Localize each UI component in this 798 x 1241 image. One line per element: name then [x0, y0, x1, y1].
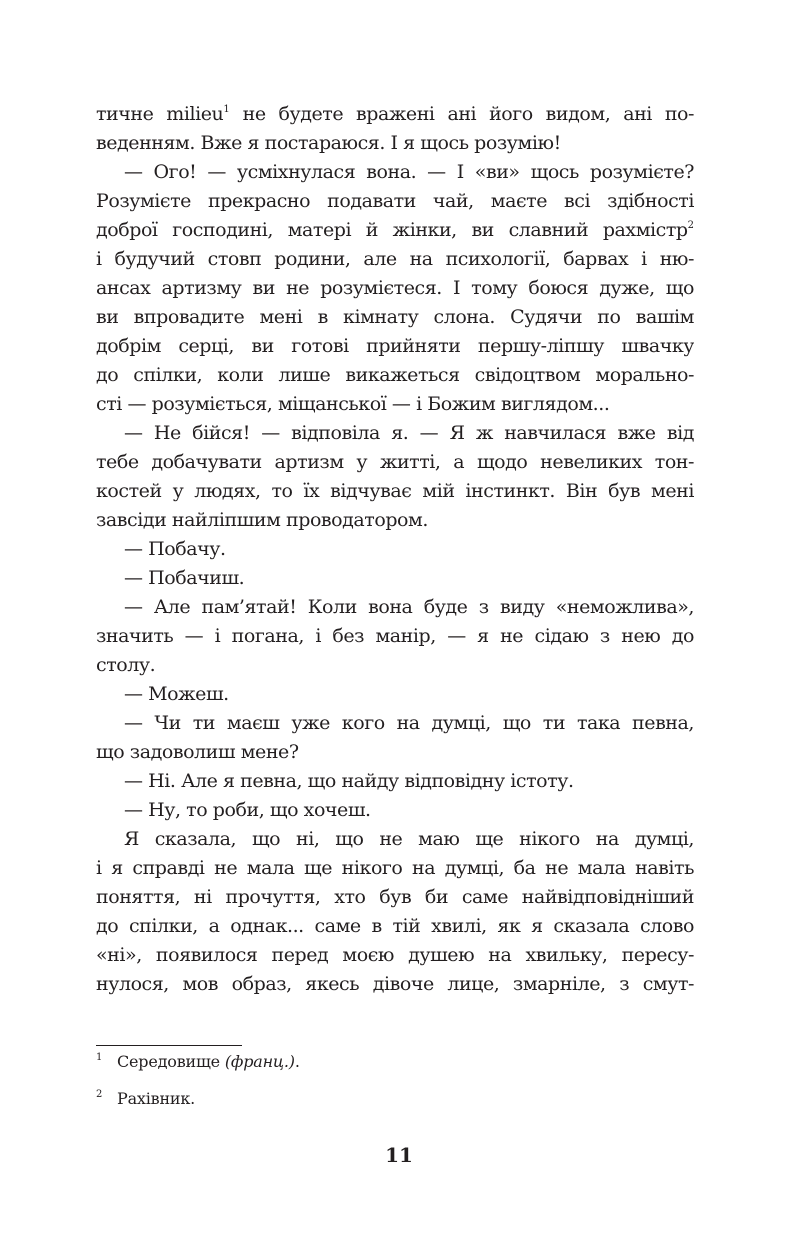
text-line: добрім серці, ви готові прийняти першу-ліпшу швачку — [96, 335, 694, 357]
page-number: 11 — [385, 1143, 413, 1167]
text-line: — Побачу. — [124, 538, 226, 560]
text-line: — Ну, то роби, що хочеш. — [124, 799, 371, 821]
text-line: поняття, ні прочуття, хто був би саме найвідповідніший — [96, 886, 694, 908]
footnote-2 — [96, 1086, 694, 1112]
text-line: нулося, мов образ, якесь дівоче лице, змарніле, з смут- — [96, 973, 694, 995]
footnote-ref: 2 — [687, 220, 694, 231]
footnote-divider — [96, 1045, 242, 1046]
text-line: костей у людях, то їх відчуває мій інстинкт. Він був мені — [96, 480, 694, 502]
text-line: — Чи ти маєш уже кого на думці, що ти така певна, — [124, 712, 694, 734]
text-line: ви впровадите мені в кімнату слона. Судячи по вашім — [96, 306, 694, 328]
text-line: Я сказала, що ні, що не маю ще нікого на думці, — [124, 828, 694, 850]
text-line: столу. — [96, 654, 156, 676]
text-line: сті — розуміється, міщанської — і Божим виглядом... — [96, 393, 610, 415]
text-line: і я справді не мала ще нікого на думці, ба не мала навіть — [96, 857, 694, 879]
text-line: Розумієте прекрасно подавати чай, маєте всі здібності — [96, 190, 694, 212]
text-line: доброї господині, матері й жінки, ви славний рахмістр$^2$ — [96, 219, 694, 241]
footnote-mark: 2 — [96, 1089, 103, 1100]
footnotes — [96, 1049, 694, 1112]
text-line: — Можеш. — [124, 683, 229, 705]
text-line: тичне milieu$^1$ не будете вражені ані його видом, ані по- — [96, 103, 694, 125]
text-line: значить — і погана, і без манір, — я не сідаю з нею до — [96, 625, 694, 647]
text-line: до спілки, коли лише викажеться свідоцтвом морально- — [96, 364, 694, 386]
text-line: — Але пам’ятай! Коли вона буде з виду «неможлива», — [124, 596, 694, 618]
footnote-1 — [96, 1049, 694, 1075]
text-line: і будучий стовп родини, але на психології, барвах і ню- — [96, 248, 694, 270]
footnote-text: Середовище (франц.). — [117, 1052, 300, 1071]
text-line: — Ого! — усміхнулася вона. — І «ви» щось розумієте? — [124, 161, 694, 183]
footnote-mark: 1 — [96, 1052, 103, 1063]
text-line: — Не бійся! — відповіла я. — Я ж навчилася вже від — [124, 422, 694, 444]
text-line: до спілки, а однак... саме в тій хвилі, як я сказала слово — [96, 915, 694, 937]
text-line: ансах артизму ви не розумієтеся. І тому боюся дуже, що — [96, 277, 694, 299]
text-line: — Побачиш. — [124, 567, 245, 589]
text-line: — Ні. Але я певна, що найду відповідну істоту. — [124, 770, 574, 792]
text-line: що задоволиш мене? — [96, 741, 299, 763]
text-line: «ні», появилося перед моєю душею на хвильку, пересу- — [96, 944, 694, 966]
footnote-text: Рахівник. — [117, 1089, 196, 1108]
footnote-ref: 1 — [223, 104, 230, 115]
text-line: тебе добачувати артизм у житті, а щодо невеликих тон- — [96, 451, 694, 473]
text-line: завсіди найліпшим проводатором. — [96, 509, 428, 531]
text-line: веденням. Вже я постараюся. І я щось розумію! — [96, 132, 561, 154]
body-text — [96, 100, 694, 999]
